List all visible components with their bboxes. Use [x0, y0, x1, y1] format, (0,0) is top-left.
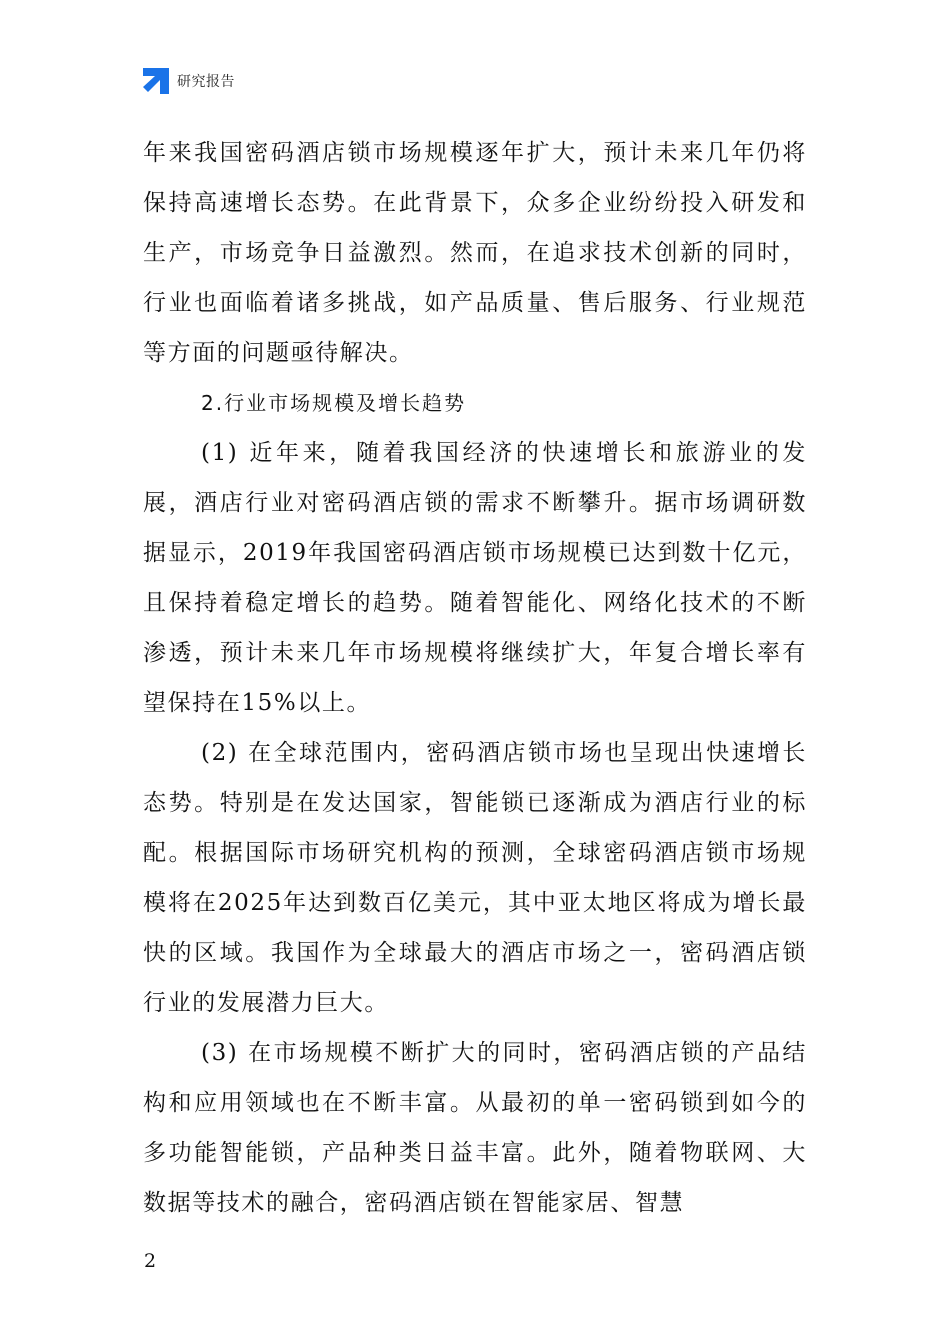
intro-paragraph: 年来我国密码酒店锁市场规模逐年扩大，预计未来几年仍将保持高速增长态势。在此背景下，众多企业纷纷投入研发和生产，市场竞争日益激烈。然而，在追求技术创新的同时，行业也面临着诸多挑战，如产品质量、售后服务、行业规范等方面的问题亟待解决。: [143, 140, 807, 366]
section-heading: 2.行业市场规模及增长趋势: [201, 391, 467, 415]
page-number: 2: [144, 1250, 157, 1272]
report-logo-icon: [143, 68, 169, 94]
page-header: [143, 66, 235, 96]
paragraph-2: (2) 在全球范围内，密码酒店锁市场也呈现出快速增长态势。特别是在发达国家，智能锁已逐渐成为酒店行业的标配。根据国际市场研究机构的预测，全球密码酒店锁市场规模将在2025年达到数百亿美元，其中亚太地区将成为增长最快的区域。我国作为全球最大的酒店市场之一，密码酒店锁行业的发展潜力巨大。: [143, 740, 807, 1016]
paragraph-1: (1) 近年来，随着我国经济的快速增长和旅游业的发展，酒店行业对密码酒店锁的需求不断攀升。据市场调研数据显示，2019年我国密码酒店锁市场规模已达到数十亿元，且保持着稳定增长的趋势。随着智能化、网络化技术的不断渗透，预计未来几年市场规模将继续扩大，年复合增长率有望保持在15%以上。: [143, 440, 807, 716]
document-body: [143, 128, 807, 1228]
paragraph-3: (3) 在市场规模不断扩大的同时，密码酒店锁的产品结构和应用领域也在不断丰富。从最初的单一密码锁到如今的多功能智能锁，产品种类日益丰富。此外，随着物联网、大数据等技术的融合，密码酒店锁在智能家居、智慧: [143, 1040, 807, 1216]
header-label: 研究报告: [177, 74, 235, 90]
